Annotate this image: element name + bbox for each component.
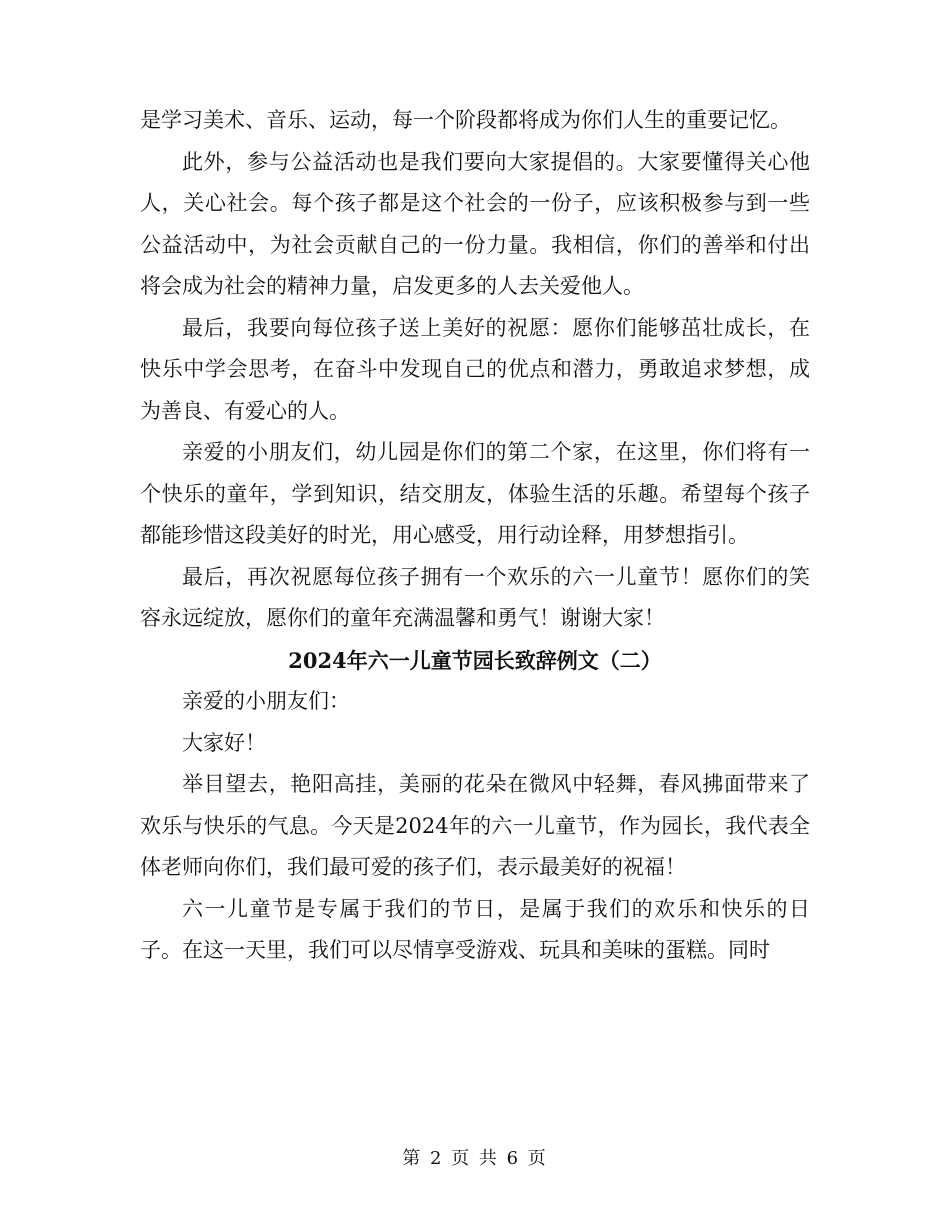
paragraph: 亲爱的小朋友们： (182, 689, 350, 713)
paragraph: 举目望去，艳阳高挂，美丽的花朵在微风中轻舞，春风拂面带来了欢乐与快乐的气息。今天是2024年的六一儿童节，作为园长，我代表全体老师向你们，我们最可爱的孩子们，表示最美好的祝福！ (140, 772, 810, 879)
page-number-footer: 第 2 页 共 6 页 (402, 1148, 548, 1169)
paragraph: 最后，再次祝愿每位孩子拥有一个欢乐的六一儿童节！愿你们的笑容永远绽放，愿你们的童年充满温馨和勇气！谢谢大家！ (140, 564, 810, 630)
paragraph: 此外，参与公益活动也是我们要向大家提倡的。大家要懂得关心他人，关心社会。每个孩子都是这个社会的一份子，应该积极参与到一些公益活动中，为社会贡献自己的一份力量。我相信，你们的善举和付出将会成为社会的精神力量，启发更多的人去关爱他人。 (140, 149, 810, 298)
paragraph: 是学习美术、音乐、运动，每一个阶段都将成为你们人生的重要记忆。 (140, 108, 791, 132)
document-body (140, 100, 810, 972)
paragraph: 六一儿童节是专属于我们的节日，是属于我们的欢乐和快乐的日子。在这一天里，我们可以尽情享受游戏、玩具和美味的蛋糕。同时 (140, 896, 810, 962)
paragraph: 最后，我要向每位孩子送上美好的祝愿：愿你们能够茁壮成长，在快乐中学会思考，在奋斗中发现自己的优点和潜力，勇敢追求梦想，成为善良、有爱心的人。 (140, 315, 810, 423)
section-title: 2024年六一儿童节园长致辞例文（二） (288, 647, 662, 673)
paragraph: 亲爱的小朋友们，幼儿园是你们的第二个家，在这里，你们将有一个快乐的童年，学到知识，结交朋友，体验生活的乐趣。希望每个孩子都能珍惜这段美好的时光，用心感受，用行动诠释，用梦想指引。 (140, 440, 810, 547)
paragraph: 大家好！ (182, 730, 266, 755)
